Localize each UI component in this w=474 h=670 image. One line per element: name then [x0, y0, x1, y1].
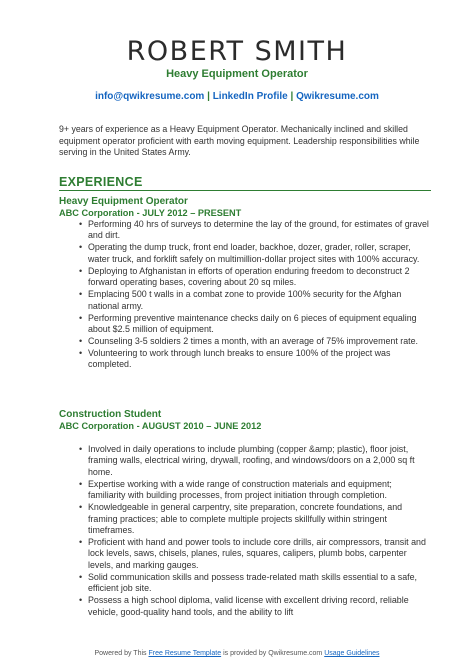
job-bullets: [59, 219, 431, 371]
bullet-item: • Counseling 3-5 soldiers 2 times a month, with an average of 75% improvement rate.: [79, 336, 419, 347]
bullet-icon: •: [79, 478, 83, 489]
bullet-item: • Volunteering to work through lunch breaks to ensure 100% of the project was completed.: [79, 348, 391, 370]
bullet-icon: •: [79, 571, 83, 582]
job-company-line: ABC Corporation - JULY 2012 – PRESENT: [59, 208, 242, 218]
job-dates: JULY 2012 – PRESENT: [142, 208, 242, 218]
website-link[interactable]: Qwikresume.com: [296, 91, 379, 102]
bullet-icon: •: [79, 336, 83, 347]
bullet-icon: •: [79, 348, 83, 359]
bullet-icon: •: [79, 312, 83, 323]
bullet-item: • Involved in daily operations to include plumbing (copper &amp; plastic), floor joist, framing walls, electrical wiring, drywall, roofing, and windows/doors on a 2,000 sq ft home.: [79, 444, 415, 477]
summary-text: 9+ years of experience as a Heavy Equipment Operator. Mechanically inclined and skilled equipment operator proficient with earth moving equipment. Leadership responsibilities while serving in the United States Army.: [59, 124, 420, 157]
contact-line: [0, 91, 474, 102]
experience-heading: EXPERIENCE: [59, 175, 143, 189]
bullet-item: • Deploying to Afghanistan in efforts of operation enduring freedom to deconstruct 2 forward operating bases, covering about 20 sq miles.: [79, 265, 410, 288]
bullet-item: • Solid communication skills and possess trade-related math skills essential to a safe, efficient job site.: [79, 571, 418, 594]
bullet-item: • Expertise working with a wide range of construction materials and equipment; familiarity with building processes, from project initiation through completion.: [79, 478, 392, 501]
candidate-title: Heavy Equipment Operator: [166, 68, 308, 80]
bullet-item: • Knowledgeable in general carpentry, site preparation, concrete foundations, and framing practices; able to complete multiple projects skillfully within stringent timeframes.: [79, 502, 403, 536]
usage-guidelines-link[interactable]: Usage Guidelines: [324, 650, 380, 657]
email-link[interactable]: info@qwikresume.com: [95, 91, 205, 102]
bullet-item: • Performing preventive maintenance checks daily on 6 pieces of equipment equaling about $2.5 million of equipment.: [79, 312, 417, 335]
contact-separator: |: [207, 91, 210, 102]
bullet-item: • Proficient with hand and power tools to include core drills, air compressors, transit and lock levels, saws, chisels, planes, rules, squares, calipers, plumb bobs, carpenter levels, and marking gauges.: [79, 537, 426, 570]
job-title: Heavy Equipment Operator: [59, 196, 188, 207]
job-entry: [59, 196, 431, 371]
bullet-icon: •: [79, 502, 83, 513]
bullet-item: • Possess a high school diploma, valid license with excellent driving record, reliable vehicle, good-quality hand tools, and the ability to lift: [79, 595, 409, 617]
free-resume-template-link[interactable]: Free Resume Template: [148, 650, 222, 657]
bullet-icon: •: [79, 265, 83, 276]
job-title: Construction Student: [59, 409, 162, 420]
job-company: ABC Corporation: [59, 208, 135, 218]
job-bullets: [59, 444, 431, 618]
bullet-icon: •: [79, 537, 83, 548]
bullet-icon: •: [79, 219, 83, 229]
bullet-icon: •: [79, 289, 83, 300]
bullet-item: • Performing 40 hrs of surveys to determine the lay of the ground, for estimates of gravel and dirt.: [79, 219, 429, 241]
job-dates: AUGUST 2010 – JUNE 2012: [141, 421, 262, 431]
candidate-name: ROBERT SMITH: [126, 36, 348, 67]
bullet-item: • Emplacing 500 t walls in a combat zone to provide 100% security for the Afghan national army.: [79, 289, 402, 311]
bullet-icon: •: [79, 595, 83, 606]
job-entry: [59, 409, 431, 619]
linkedin-link[interactable]: LinkedIn Profile: [212, 91, 288, 102]
section-divider: [59, 190, 431, 191]
job-company-line: ABC Corporation - AUGUST 2010 – JUNE 2012: [59, 421, 262, 431]
contact-separator: |: [290, 91, 294, 102]
bullet-item: • Operating the dump truck, front end loader, backhoe, dozer, grader, roller, scraper, water truck, and forklift safely on multimillion-dollar project sites with 100% accuracy.: [79, 242, 420, 264]
bullet-icon: •: [79, 444, 83, 454]
bullet-icon: •: [79, 242, 83, 253]
page-footer: Powered by This Free Resume Template is provided by Qwikresume.com Usage Guidelines: [94, 650, 380, 657]
job-company: ABC Corporation: [59, 421, 135, 431]
